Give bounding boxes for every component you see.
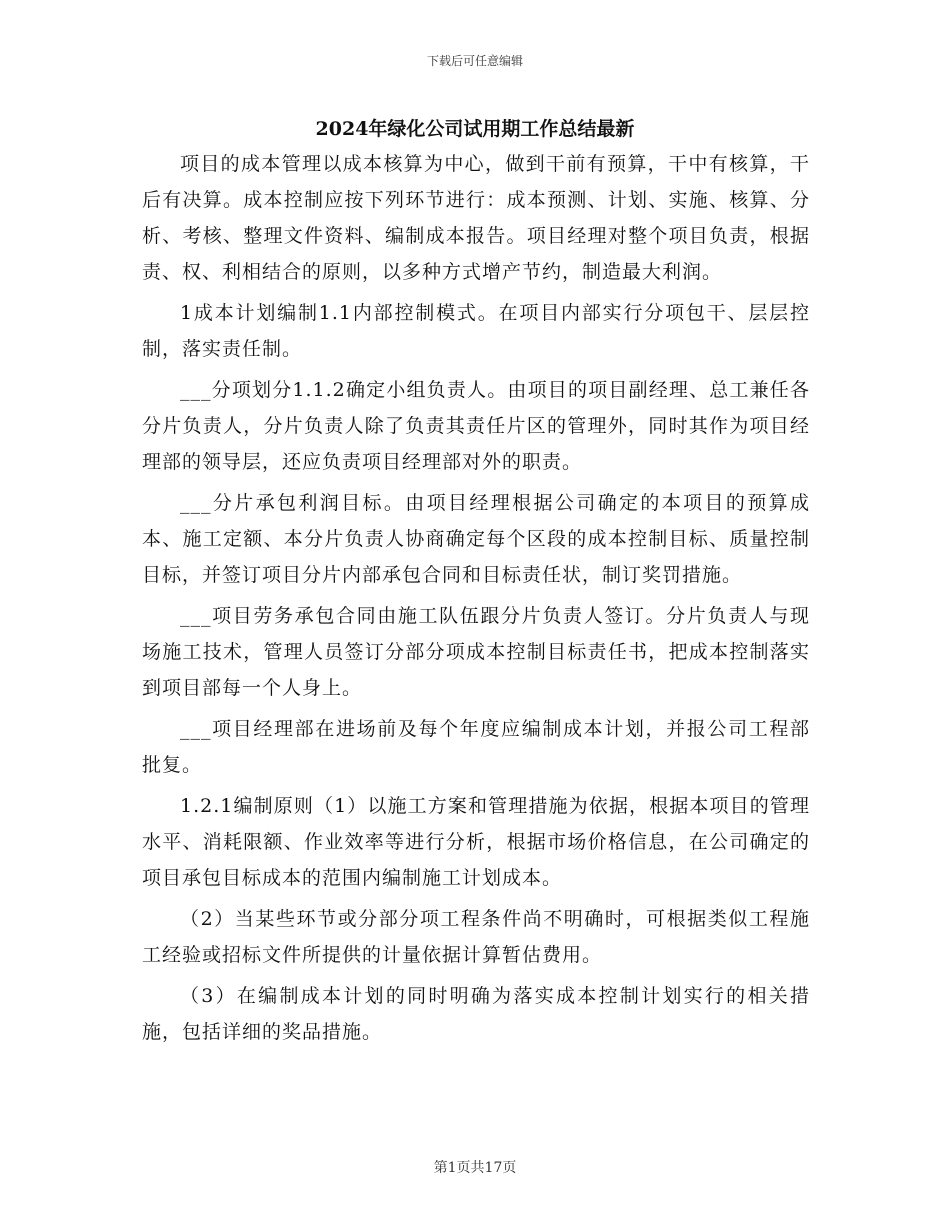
paragraph: ___项目经理部在进场前及每个年度应编制成本计划，并报公司工程部批复。 [142, 718, 810, 776]
page-header-note: 下载后可任意编辑 [426, 54, 523, 68]
paragraph: ___分片承包利润目标。由项目经理根据公司确定的本项目的预算成本、施工定额、本分片负责人协商确定每个区段的成本控制目标、质量控制目标，并签订项目分片内部承包合同和目标责任状，制订奖罚措施。 [142, 492, 810, 586]
paragraph: 1.2.1编制原则（1）以施工方案和管理措施为依据，根据本项目的管理水平、消耗限额、作业效率等进行分析，根据市场价格信息，在公司确定的项目承包目标成本的范围内编制施工计划成本。 [142, 795, 810, 889]
page-number: 第1页共17页 [433, 1160, 517, 1176]
paragraph: （2）当某些环节或分部分项工程条件尚不明确时，可根据类似工程施工经验或招标文件所提供的计量依据计算暂估费用。 [142, 908, 810, 966]
document-body [142, 146, 810, 1055]
document-title: 2024年绿化公司试用期工作总结最新 [315, 118, 635, 140]
paragraph: 1成本计划编制1.1内部控制模式。在项目内部实行分项包干、层层控制，落实责任制。 [142, 302, 810, 360]
paragraph: ___项目劳务承包合同由施工队伍跟分片负责人签订。分片负责人与现场施工技术，管理人员签订分部分项成本控制目标责任书，把成本控制落实到项目部每一个人身上。 [142, 605, 810, 699]
paragraph: （3）在编制成本计划的同时明确为落实成本控制计划实行的相关措施，包括详细的奖品措施。 [142, 985, 810, 1043]
paragraph: ___分项划分1.1.2确定小组负责人。由项目的项目副经理、总工兼任各分片负责人，分片负责人除了负责其责任片区的管理外，同时其作为项目经理部的领导层，还应负责项目经理部对外的职责。 [142, 379, 810, 473]
paragraph: 项目的成本管理以成本核算为中心，做到干前有预算，干中有核算，干后有决算。成本控制应按下列环节进行：成本预测、计划、实施、核算、分析、考核、整理文件资料、编制成本报告。项目经理对整个项目负责，根据责、权、利相结合的原则，以多种方式增产节约，制造最大利润。 [142, 153, 810, 283]
